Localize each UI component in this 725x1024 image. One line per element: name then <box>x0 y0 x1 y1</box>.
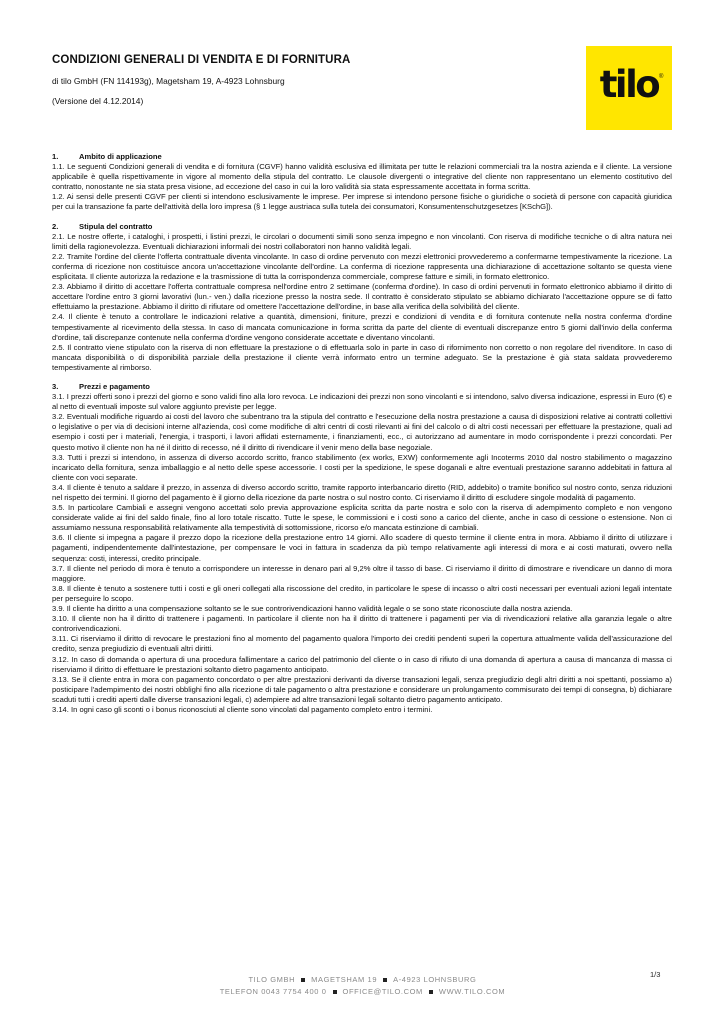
separator-square-icon <box>429 990 433 994</box>
section-heading <box>52 152 672 162</box>
footer-email: OFFICE@TILO.COM <box>342 987 423 996</box>
clause-2-3: 2.3. Abbiamo il diritto di accettare l'offerta contrattuale compresa nell'ordine entro 2 settimane (conferma d'ordine). In caso di ordini pervenuti in formato elettronico abbiamo il diritto di accettare l'ordine entro 3 giorni lavorativi (lun.- ven.) dalla ricezione presso la nostra sede. Il contratto è considerato stipulato se abbiamo dichiarato l'accettazione oppure se di fatto effettuiamo la prestazione. Abbiamo il diritto di rifiutare od omettere l'accettazione dell'ordine, in base alla verifica della solvibilità del cliente. <box>52 282 672 312</box>
footer-website: WWW.TILO.COM <box>438 987 506 996</box>
clause-3-11: 3.11. Ci riserviamo il diritto di revocare le prestazioni fino al momento del pagamento qualora l'importo dei crediti pendenti superi la copertura attualmente valida dell'assicurazione del credito, senza pregiudizio di eventuali altri diritti. <box>52 634 672 654</box>
footer-company: TILO GMBH <box>248 975 296 984</box>
footer-city: A-4923 LOHNSBURG <box>393 975 477 984</box>
document-body <box>52 152 672 724</box>
version-line: (Versione del 4.12.2014) <box>52 96 144 106</box>
section-ambito <box>52 152 672 213</box>
clause-2-1: 2.1. Le nostre offerte, i cataloghi, i prospetti, i listini prezzi, le circolari o documenti simili sono senza impegno e non vincolanti. Con riserva di modifiche tecniche o di altra natura nei limiti della ragionevolezza. Eventuali dichiarazioni informali dei nostri collaboratori non hanno validità legali. <box>52 231 672 251</box>
clause-3-14: 3.14. In ogni caso gli sconti o i bonus riconosciuti al cliente sono vincolati dal pagamento completo entro i termini. <box>52 704 433 714</box>
clause-3-6: 3.6. Il cliente si impegna a pagare il prezzo dopo la ricezione della prestazione entro 14 giorni. Allo scadere di questo termine il cliente entra in mora. Abbiamo il diritto di utilizzare i pagamenti, indipendentemente dall'intestazione, per compensare le voci in fattura in scadenza da più tempo relativamente agli interessi di mora e ai costi maturati, ovvero nella sequenza: costi, interessi, credito principale. <box>52 533 672 563</box>
clause-3-7: 3.7. Il cliente nel periodo di mora è tenuto a corrispondere un interesse in denaro pari al 9,2% oltre il tasso di base. Ci riserviamo il diritto di dimostrare e rivendicare un danno di mora maggiore. <box>52 563 672 583</box>
separator-square-icon <box>301 978 305 982</box>
clause-2-4: 2.4. Il cliente è tenuto a controllare le indicazioni relative a quantità, dimensioni, finiture, prezzi e condizioni di vendita e di fornitura contenute nella nostra conferma d'ordine tempestivamente al ricevimento della stessa. In caso di mancata comunicazione in forma scritta da parte del cliente di eventuali discrepanze entro 5 giorni dall'invio della conferma d'ordine, tali discrepanze contenute nella conferma d'ordine vengono considerate accettate e diventano vincolanti. <box>52 312 672 342</box>
section-heading <box>52 382 672 392</box>
footer-address-line <box>0 974 725 986</box>
footer-contact-line <box>0 986 725 998</box>
section-prezzi <box>52 382 672 715</box>
company-line: di tilo GmbH (FN 114193g), Magetsham 19, A-4923 Lohnsburg <box>52 76 285 86</box>
footer-phone: TELEFON 0043 7754 400 0 <box>219 987 327 996</box>
footer-street: MAGETSHAM 19 <box>311 975 378 984</box>
document-title: CONDIZIONI GENERALI DI VENDITA E DI FORNITURA <box>52 54 351 66</box>
section-stipula <box>52 222 672 373</box>
clause-3-4: 3.4. Il cliente è tenuto a saldare il prezzo, in assenza di diverso accordo scritto, tramite rapporto interbancario diretto (RID, addebito) o tramite bonifico sul nostro conto, senza riduzioni nel rispetto dei termini. Il giorno del pagamento è il giorno della ricezione da parte nostra o sul nostro conto. Ci riserviamo il diritto di escludere singole modalità di pagamento. <box>52 482 672 502</box>
clause-3-12: 3.12. In caso di domanda o apertura di una procedura fallimentare a carico del patrimonio del cliente o in caso di rifiuto di una domanda di apertura a causa di mancanza di massa ci riserviamo il diritto di effettuare le prestazioni soltanto dietro pagamento anticipato. <box>52 654 672 674</box>
document-header <box>52 54 552 116</box>
clause-3-13: 3.13. Se il cliente entra in mora con pagamento concordato o per altre prestazioni derivanti da diverse transazioni legali, senza pregiudizio degli altri diritti a noi spettanti, possiamo a) posticipare l'adempimento dei nostri obblighi fino alla ricezione di tale pagamento o altra prestazione e considerare un prolungamento commisurato dei tempi di consegna, b) dichiarare scaduti tutti i crediti aperti dalle diverse transazioni legali, c) adempiere ad altre transazioni legali soltanto dietro pagamento anticipato. <box>52 674 672 704</box>
separator-square-icon <box>333 990 337 994</box>
section-title: Stipula del contratto <box>79 221 153 231</box>
clause-3-1: 3.1. I prezzi offerti sono i prezzi del giorno e sono validi fino alla loro revoca. Le indicazioni dei prezzi non sono vincolanti e si intendono, salvo diversa indicazione, espressi in Euro (€) e al netto di eventuali imposte sul valore aggiunto previste per legge. <box>52 392 672 412</box>
clause-3-10: 3.10. Il cliente non ha il diritto di trattenere i pagamenti. In particolare il cliente non ha il diritto di trattenere i pagamenti per via di rivendicazioni relative alla garanzia legale o altre controrivendicazioni. <box>52 614 672 634</box>
clause-1-1: 1.1. Le seguenti Condizioni generali di vendita e di fornitura (CGVF) hanno validità esclusiva ed illimitata per tutte le relazioni commerciali tra la nostra azienda e il cliente. La versione applicabile è quella rispettivamente in vigore al momento della stipula del contratto. Le clausole divergenti o integrative del cliente non rappresentano un elemento costitutivo del contratto, nonostante ne sia stata presa visione, ad eccezione del caso in cui la loro validità sia stata espressamente accettata in forma scritta. <box>52 162 672 192</box>
logo-wordmark: tilo <box>599 63 659 106</box>
section-title: Ambito di applicazione <box>79 152 162 161</box>
clause-3-8: 3.8. Il cliente è tenuto a sostenere tutti i costi e gli oneri collegati alla riscossione del credito, in particolare le spese di incasso o altri costi necessari per eventuali azioni legali intentate per perseguire lo scopo. <box>52 583 672 603</box>
registered-mark: ® <box>659 74 664 80</box>
separator-square-icon <box>383 978 387 982</box>
clause-2-5: 2.5. Il contratto viene stipulato con la riserva di non effettuare la prestazione o di effettuarla solo in parte in caso di rifornimento non corretto o non regolare del rivenditore. In caso di mancata disponibilità o di disponibilità parziale della prestazione il cliente verrà informato entro un termine adeguato. Se la prestazione è già stata saldata provvederemo tempestivamente al rimborso. <box>52 342 672 372</box>
clause-3-9: 3.9. Il cliente ha diritto a una compensazione soltanto se le sue controrivendicazioni hanno validità legale o se sono state riconosciute dalla nostra azienda. <box>52 604 573 614</box>
clause-3-5: 3.5. In particolare Cambiali e assegni vengono accettati solo previa approvazione esplicita scritta da parte nostra e solo con la riserva di adempimento completo e non vengono considerate valide ai fini del saldo finale, fino al loro totale riscatto. Tutte le spese, le commissioni e i costi sono a carico del cliente, anche in caso di cessione o estensione. Non ci assumiamo nessuna responsabilità relativamente alla tempestività di sottomissione, ricorso e/o mancata estinzione di cambiali. <box>52 503 672 533</box>
clause-2-2: 2.2. Tramite l'ordine del cliente l'offerta contrattuale diventa vincolante. In caso di ordine pervenuto con mezzi elettronici provvederemo a confermarne tempestivamente la ricezione. La conferma di ricezione non costituisce ancora un'accettazione vincolante dell'ordine. La conferma di ricezione rappresenta una dichiarazione di accettazione soltanto se questa viene esplicitata. Il cliente autorizza la redazione e la trasmissione di tutta la corrispondenza commerciale, comprese fatture e simili, in formato elettronico. <box>52 251 672 282</box>
section-number: 2. <box>52 221 59 231</box>
section-number: 1. <box>52 152 59 161</box>
section-title: Prezzi e pagamento <box>79 381 150 391</box>
section-heading <box>52 222 672 232</box>
page-footer <box>0 974 725 998</box>
clause-1-2: 1.2. Ai sensi delle presenti CGVF per clienti si intendono esclusivamente le imprese. Per imprese si intendono persone fisiche o giuridiche o società di persone con capacità giuridica per cui la transazione fa parte dell'attività della loro impresa (§ 1 legge austriaca sulla tutela dei consumatori, Konsumentenschutzgesetzes [KSchG]). <box>52 192 672 212</box>
page-number: 1/3 <box>650 970 661 979</box>
section-number: 3. <box>52 381 59 391</box>
clause-3-3: 3.3. Tutti i prezzi si intendono, in assenza di diverso accordo scritto, franco stabilimento (ex works, EXW) conformemente agli Incoterms 2010 dal nostro stabilimento o magazzino incaricato della fornitura, senza imballaggio e al netto delle spese accessorie. I costi per la spedizione, le spese doganali e altre eventuali prestazione saranno addebitati in fattura al cliente con voci separate. <box>52 452 672 482</box>
tilo-logo <box>586 46 672 130</box>
clause-3-2: 3.2. Eventuali modifiche riguardo ai costi del lavoro che subentrano tra la stipula del contratto e l'esecuzione della nostra prestazione a causa di disposizioni relative ai contratti collettivi o legislative o per via di decisioni interne all'azienda, così come modifiche di altri centri di costi rilevanti ai fini del calcolo o di altri costi necessari per effettuare la prestazione, quali ad esempio i costi per i materiali, l'energia, i trasporti, i lavori affidati esternamente, i finanziamenti, ecc., ci autorizzano ad aumentare in modo corrispondente i prezzi concordati. Per questo motivo il cliente non ha né il diritto di recesso, né il diritto di rivendicare il venir meno della base negoziale. <box>52 412 672 452</box>
